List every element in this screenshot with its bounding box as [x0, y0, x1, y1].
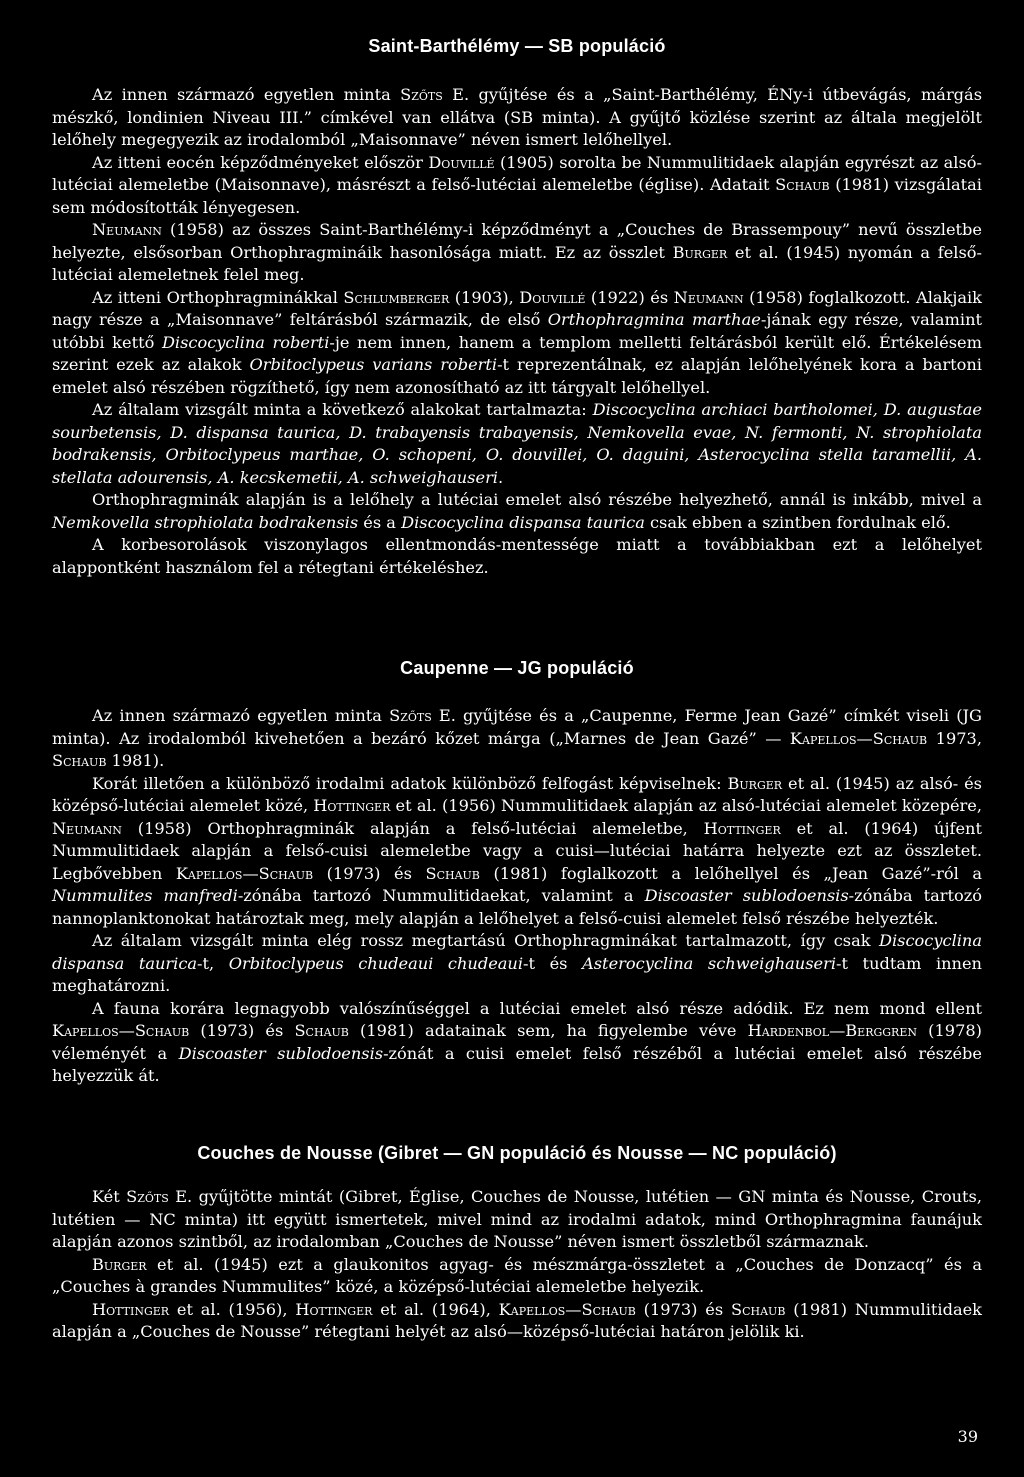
taxon-name: Asterocyclina schweighauseri: [582, 953, 836, 973]
author-name: Douvillé: [519, 287, 586, 307]
text-run: (1981) vizsgálatai sem módosították lényegesen.: [52, 175, 982, 217]
text-run: (1981) Nummulitidaek alapján a „Couches de Nousse” rétegtani helyét az alsó—középső-lutéciai határon jelölik ki.: [52, 1299, 982, 1341]
text-run: (1973) és: [313, 863, 426, 883]
text-run: Orthophragminák alapján is a lelőhely a lutéciai emelet alsó részébe helyezhető, annál is inkább, mivel a: [92, 490, 982, 509]
text-run: E. gyűjtése és a „Saint-Barthélémy, ÉNy-i útbevágás, márgás mészkő, londinien Niveau III.” címkével van ellátva (SB minta). A gyűjtő közlése szerint az általa megjelölt lelőhely megegyezik az irodalomból „Maisonnave” néven ismert lelőhellyel.: [52, 85, 983, 149]
taxon-name: Discoaster sublodoensis: [178, 1043, 384, 1063]
text-run: -t tudtam innen meghatározni.: [52, 953, 982, 995]
taxon-name: Orbitoclypeus chudeaui chudeaui: [228, 953, 524, 973]
text-run: A korbesorolások viszonylagos ellentmondás-mentessége miatt a továbbiakban ezt a lelőhelyet alappontként használom fel a rétegtani értékeléshez.: [52, 535, 982, 577]
paragraph: [52, 489, 982, 534]
taxon-name: Nemkovella strophiolata bodrakensis: [52, 512, 359, 532]
text-run: et al. (1964) újfent Nummulitidaek alapján a felső-cuisi alemeletbe vagy a cuisi—lutéciai határra helyezte ezt az összletet. Legbővebben: [52, 818, 982, 883]
paragraph: [52, 219, 982, 287]
section-body-couches-de-nousse: [52, 1186, 982, 1344]
author-name: Schlumberger: [343, 287, 450, 307]
text-run: Két: [92, 1187, 127, 1206]
taxon-name: Nummulites manfredi: [52, 886, 238, 905]
text-run: (1958) foglalkozott. Alakjaik nagy része a „Maisonnave” feltárásból származik, de első: [52, 287, 982, 329]
author-name: Kapellos—Schaub: [175, 863, 314, 883]
taxon-name: Discocyclina roberti: [161, 332, 330, 352]
paragraph: [52, 1254, 982, 1299]
author-name: Schaub: [731, 1299, 786, 1319]
text-run: -je nem innen, hanem a templom melletti feltárásból került elő. Értékelésem szerint ezek az alakok: [52, 332, 982, 374]
text-run: et al. (1945) az alsó- és középső-lutéciai alemelet közé,: [52, 773, 982, 815]
author-name: Burger: [727, 773, 783, 793]
text-run: Az általam vizsgált minta elég rossz megtartású Orthophragminákat tartalmazott, így csak: [92, 931, 880, 950]
author-name: Hottinger: [703, 818, 781, 838]
author-name: Hardenbol—Berggren: [747, 1021, 917, 1040]
text-run: E. gyűjtötte mintát (Gibret, Église, Couches de Nousse, lutétien — GN minta és Nousse, Crouts, lutétien — NC minta) itt együtt ismertetek, mivel mind az irodalmi adatok, mind Orthophragmina faunájuk alapján azonos szintből, az irodalomban „Couches de Nousse” néven ismert összletből származnak.: [52, 1187, 982, 1251]
author-name: Burger: [672, 242, 728, 262]
text-run: et al. (1956),: [169, 1299, 296, 1319]
section-heading-caupenne: Caupenne — JG populáció: [400, 658, 634, 678]
text-run: Korát illetően a különböző irodalmi adatok különböző felfogást képviselnek:: [92, 773, 728, 793]
author-name: Schaub: [775, 175, 830, 194]
text-run: E. gyűjtése és a „Caupenne, Ferme Jean Gazé” címkét viseli (JG minta). Az irodalomból kivehetően a bezáró kőzet márga („Marnes de Jean Gazé” —: [52, 706, 982, 748]
text-run: (1981) foglalkozott a lelőhellyel és „Jean Gazé”-ról a: [479, 863, 982, 883]
paragraph: [52, 399, 982, 489]
text-run: és a: [358, 512, 402, 532]
paragraph: [52, 152, 982, 220]
page-number: 39: [957, 1427, 978, 1446]
text-run: 1973,: [927, 728, 982, 748]
paragraph: [52, 773, 982, 931]
section-heading-couches-de-nousse: Couches de Nousse (Gibret — GN populáció és Nousse — NC populáció): [197, 1143, 837, 1163]
text-run: (1922) és: [585, 287, 674, 307]
text-run: -zónát a cuisi emelet felső részéből a lutéciai emelet alsó részébe helyezzük át.: [52, 1043, 983, 1085]
author-name: Schaub: [294, 1021, 349, 1040]
paragraph: [52, 84, 982, 152]
text-run: Az itteni eocén képződményeket először: [92, 152, 429, 172]
taxon-name: Orthophragmina marthae: [547, 310, 761, 329]
text-run: -zónába tartozó nannoplanktonokat határoztak meg, mely alapján a lelőhelyet a felső-cuisi alemelet felső részébe helyezték.: [52, 886, 982, 928]
text-run: Az innen származó egyetlen minta: [92, 706, 390, 725]
paragraph: [52, 930, 982, 998]
author-name: Burger: [92, 1254, 147, 1274]
text-run: (1958) az összes Saint-Barthélémy-i képződményt a „Couches de Brassempouy” nevű összletbe helyezte, elsősorban Orthophragmináik hasonlósága miatt. Ez az összlet: [52, 220, 982, 262]
author-name: Neumann: [52, 818, 122, 838]
text-run: (1973) és: [635, 1299, 731, 1319]
text-run: A fauna korára legnagyobb valószínűséggel a lutéciai emelet alsó része adódik. Ez nem mond ellent: [92, 998, 982, 1018]
paragraph: [52, 998, 982, 1088]
author-name: Hottinger: [295, 1299, 373, 1319]
text-run: Az általam vizsgált minta a következő alakokat tartalmazta:: [92, 400, 593, 419]
text-run: (1905) sorolta be Nummulitidaek alapján egyrészt az alsó-lutéciai alemeletbe (Maisonnave), másrészt a felső-lutéciai alemeletbe (église). Adatait: [52, 152, 982, 194]
taxon-name: Discocyclina dispansa taurica: [401, 512, 645, 532]
text-run: -zónába tartozó Nummulitidaekat, valamint a: [237, 886, 645, 905]
text-run: Az innen származó egyetlen minta: [92, 85, 401, 104]
author-name: Szőts: [126, 1187, 169, 1206]
text-run: -t és: [523, 953, 583, 973]
paragraph: [52, 705, 982, 773]
section-body-caupenne: [52, 705, 982, 1088]
taxon-name: Discoaster sublodoensis: [644, 886, 849, 905]
author-name: Schaub: [425, 863, 480, 883]
section-heading-saint-barthelemy: Saint-Barthélémy — SB populáció: [368, 36, 666, 56]
author-name: Kapellos—Schaub: [789, 728, 928, 748]
text-run: et al. (1956) Nummulitidaek alapján az alsó-lutéciai alemelet közepére,: [390, 796, 982, 815]
text-run: csak ebben a szintben fordulnak elő.: [644, 512, 951, 532]
section-body-saint-barthelemy: [52, 84, 982, 579]
author-name: Hottinger: [313, 796, 391, 815]
text-run: -jának egy része, valamint utóbbi kettő: [52, 310, 983, 352]
taxon-name: Orbitoclypeus varians roberti: [249, 355, 498, 374]
text-run: et al. (1964),: [372, 1299, 499, 1319]
text-run: .: [497, 467, 504, 487]
author-name: Neumann: [673, 287, 744, 307]
author-name: Szőts: [400, 85, 443, 104]
text-run: et al. (1945) ezt a glaukonitos agyag- és mészmárga-összletet a „Couches de Donzacq” és a „Couches à grandes Nummulites” közé, a középső-lutéciai alemeletbe helyezik.: [52, 1254, 982, 1296]
text-run: (1981) adatainak sem, ha figyelembe véve: [348, 1021, 748, 1040]
text-run: -t reprezentálnak, ez alapján lelőhelyének kora a bartoni emelet alsó részében rögzíthető, így nem azonosítható az itt tárgyalt lelőhellyel.: [52, 355, 982, 397]
text-run: 1981).: [106, 751, 165, 770]
text-run: (1973) és: [189, 1021, 295, 1040]
taxon-name: Discocyclina dispansa taurica: [52, 931, 982, 973]
author-name: Neumann: [92, 220, 162, 239]
paragraph: [52, 1299, 982, 1344]
paragraph: [52, 534, 982, 579]
taxon-name: Discocyclina archiaci bartholomei, D. augustae sourbetensis, D. dispansa taurica, D. trabayensis trabayensis, Nemkovella evae, N. fermonti, N. strophiolata bodrakensis, Orbitoclypeus marthae, O. schopeni, O. douvillei, O. daguini, Asterocyclina stella taramellii, A. stellata adourensis, A. kecskemetii, A. schweighauseri: [52, 400, 982, 487]
author-name: Douvillé: [428, 152, 495, 172]
paragraph: [52, 287, 982, 400]
text-run: (1903),: [449, 287, 520, 307]
text-run: (1958) Orthophragminák alapján a felső-lutéciai alemeletbe,: [121, 818, 704, 838]
author-name: Hottinger: [92, 1299, 170, 1319]
paragraph: [52, 1186, 982, 1254]
text-run: et al. (1945) nyomán a felső-lutéciai alemeletnek felel meg.: [52, 242, 982, 284]
author-name: Kapellos—Schaub: [52, 1021, 190, 1040]
text-run: (1978) véleményét a: [52, 1021, 983, 1063]
author-name: Szőts: [389, 706, 432, 725]
author-name: Schaub: [52, 751, 107, 770]
author-name: Kapellos—Schaub: [498, 1299, 636, 1319]
text-run: -t,: [197, 953, 229, 973]
text-run: Az itteni Orthophragminákkal: [92, 287, 344, 307]
